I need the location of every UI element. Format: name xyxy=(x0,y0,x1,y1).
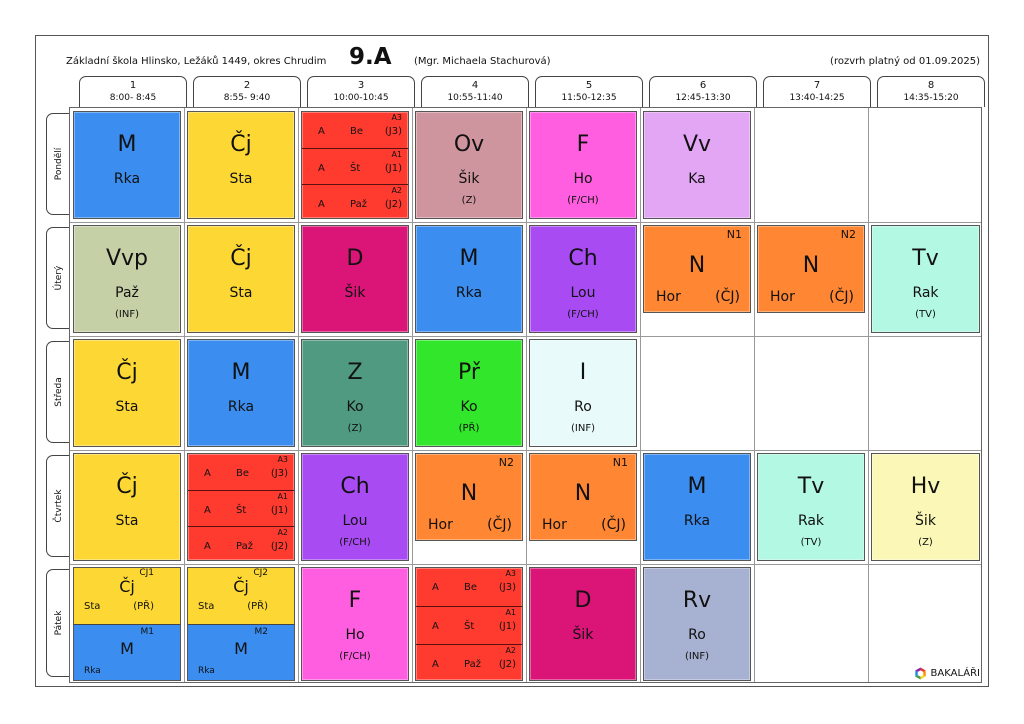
lesson-subject: Vv xyxy=(682,132,712,157)
lesson-subject: M xyxy=(234,639,248,658)
period-time: 10:00-10:45 xyxy=(333,93,389,103)
lesson-room: (PŘ) xyxy=(458,423,480,434)
lesson-room: (INF) xyxy=(571,423,595,434)
lesson-subject: M xyxy=(687,474,707,499)
lesson-group: M2 xyxy=(254,627,268,637)
lesson-cell[interactable] xyxy=(301,567,409,681)
lesson-teacher: A xyxy=(204,505,211,516)
lesson-group: A1 xyxy=(505,608,516,617)
lesson-teacher: Rka xyxy=(683,513,711,529)
lesson-teacher: Rka xyxy=(84,666,101,676)
lesson-subject: Be xyxy=(350,126,364,137)
day-name: Úterý xyxy=(53,265,64,291)
lesson-subject: Paž xyxy=(350,199,367,210)
period-time: 11:50-12:35 xyxy=(561,93,617,103)
lesson-group: A2 xyxy=(277,528,288,537)
lesson-subject: Čj xyxy=(230,246,252,271)
lesson-subject: Št xyxy=(350,163,361,174)
grid-vertical-line xyxy=(298,108,299,682)
lesson-room: (J1) xyxy=(498,621,516,632)
grid-horizontal-line xyxy=(70,222,981,223)
lesson-cell[interactable] xyxy=(871,453,980,561)
lesson-subject: N xyxy=(574,481,592,506)
lesson-teacher: Sta xyxy=(115,399,139,415)
lesson-teacher: Ro xyxy=(688,627,706,643)
lesson-teacher: Šik xyxy=(572,627,594,643)
lesson-room: (TV) xyxy=(800,537,822,548)
group-lesson-row[interactable] xyxy=(302,112,408,148)
period-time: 13:40-14:25 xyxy=(789,93,845,103)
lesson-subject: Čj xyxy=(116,360,138,385)
period-header-3 xyxy=(307,76,415,107)
lesson-room: (ČJ) xyxy=(601,517,626,533)
lesson-cell[interactable] xyxy=(643,225,751,313)
lesson-teacher: Hor xyxy=(770,289,795,305)
period-time: 12:45-13:30 xyxy=(675,93,731,103)
period-time: 8:00- 8:45 xyxy=(109,93,157,103)
lesson-cell[interactable] xyxy=(73,567,181,681)
grid-horizontal-line xyxy=(70,450,981,451)
grid-horizontal-line xyxy=(70,336,981,337)
period-header-1 xyxy=(79,76,187,107)
grid-vertical-line xyxy=(184,108,185,682)
grid-horizontal-line xyxy=(70,564,981,565)
lesson-teacher: Lou xyxy=(342,513,368,529)
lesson-teacher: Lou xyxy=(570,285,596,301)
lesson-group: N2 xyxy=(498,456,514,469)
lesson-cell[interactable] xyxy=(187,567,295,681)
lesson-cell[interactable] xyxy=(73,111,181,219)
lesson-room: (J2) xyxy=(498,659,516,670)
period-number: 3 xyxy=(357,80,365,91)
lesson-cell[interactable] xyxy=(529,225,637,333)
lesson-teacher: A xyxy=(204,468,211,479)
lesson-cell[interactable] xyxy=(301,111,409,219)
half-lesson[interactable] xyxy=(74,625,180,681)
day-label-3 xyxy=(46,341,70,443)
lesson-subject: I xyxy=(579,360,587,385)
lesson-group: ČJ1 xyxy=(139,568,154,578)
lesson-cell[interactable] xyxy=(301,339,409,447)
lesson-subject: Rv xyxy=(682,588,712,613)
lesson-teacher: Rka xyxy=(113,171,141,187)
lesson-teacher: Ho xyxy=(573,171,593,187)
day-name: Středa xyxy=(53,377,64,407)
grid-vertical-line xyxy=(754,108,755,682)
lesson-cell[interactable] xyxy=(415,111,523,219)
lesson-group: N1 xyxy=(726,228,742,241)
grid-vertical-line xyxy=(640,108,641,682)
lesson-group: A1 xyxy=(277,492,288,501)
lesson-cell[interactable] xyxy=(187,453,295,561)
lesson-teacher: Hor xyxy=(428,517,453,533)
day-name: Čtvrtek xyxy=(53,489,64,523)
lesson-teacher: A xyxy=(432,621,439,632)
lesson-cell[interactable] xyxy=(871,225,980,333)
lesson-group: A3 xyxy=(277,455,288,464)
lesson-group: A2 xyxy=(391,186,402,195)
lesson-teacher: Paž xyxy=(115,285,139,301)
lesson-subject: Št xyxy=(236,505,247,516)
lesson-cell[interactable] xyxy=(529,339,637,447)
lesson-room: (J2) xyxy=(384,199,402,210)
group-lesson-row[interactable] xyxy=(416,568,522,606)
lesson-cell[interactable] xyxy=(415,453,523,541)
day-label-2 xyxy=(46,227,70,329)
lesson-room: (F/CH) xyxy=(567,309,599,320)
lesson-room: (Z) xyxy=(461,195,477,206)
lesson-subject: Ch xyxy=(340,474,370,499)
period-number: 6 xyxy=(699,80,707,91)
lesson-teacher: A xyxy=(204,541,211,552)
lesson-teacher: A xyxy=(318,163,325,174)
lesson-room: (J3) xyxy=(384,126,402,137)
lesson-subject: N xyxy=(802,253,820,278)
group-lesson-row[interactable] xyxy=(416,644,522,681)
lesson-group: A3 xyxy=(391,113,402,122)
lesson-subject: M xyxy=(459,246,479,271)
lesson-teacher: Hor xyxy=(656,289,681,305)
lesson-room: (PŘ) xyxy=(133,601,154,612)
half-lesson[interactable] xyxy=(188,568,294,625)
day-name: Pátek xyxy=(53,610,64,636)
timetable-sheet xyxy=(35,35,989,687)
lesson-room: (J2) xyxy=(270,541,288,552)
lesson-subject: Be xyxy=(464,582,478,593)
validity-note: (rozvrh platný od 01.09.2025) xyxy=(830,56,980,67)
lesson-teacher: Ho xyxy=(345,627,365,643)
lesson-subject: Tv xyxy=(912,246,939,271)
period-number: 1 xyxy=(129,80,137,91)
period-header-2 xyxy=(193,76,301,107)
lesson-subject: Vvp xyxy=(105,246,149,271)
lesson-subject: F xyxy=(348,588,362,613)
lesson-teacher: Šik xyxy=(915,513,936,529)
period-number: 5 xyxy=(585,80,593,91)
lesson-room: (ČJ) xyxy=(487,517,512,533)
period-header-8 xyxy=(877,76,985,107)
period-number: 4 xyxy=(471,80,479,91)
lesson-room: (TV) xyxy=(915,309,936,320)
lesson-teacher: A xyxy=(318,126,325,137)
lesson-teacher: Sta xyxy=(229,285,253,301)
lesson-cell[interactable] xyxy=(301,453,409,561)
lesson-teacher: A xyxy=(432,582,439,593)
lesson-group: A2 xyxy=(505,646,516,655)
lesson-teacher: Rak xyxy=(797,513,825,529)
lesson-room: (F/CH) xyxy=(339,651,371,662)
group-lesson-row[interactable] xyxy=(188,454,294,490)
lesson-room: (INF) xyxy=(115,309,139,320)
group-lesson-row[interactable] xyxy=(302,184,408,219)
lesson-group: M1 xyxy=(140,627,154,637)
day-label-4 xyxy=(46,455,70,557)
lesson-subject: Ov xyxy=(453,132,485,157)
lesson-subject: Št xyxy=(464,621,475,632)
lesson-group: A1 xyxy=(391,150,402,159)
lesson-cell[interactable] xyxy=(529,111,637,219)
lesson-group: N1 xyxy=(612,456,628,469)
lesson-subject: Hv xyxy=(910,474,941,499)
lesson-subject: M xyxy=(231,360,251,385)
timetable-grid xyxy=(69,107,982,683)
bakalari-logo-text: BAKALÁŘI xyxy=(930,668,980,679)
lesson-cell[interactable] xyxy=(73,339,181,447)
lesson-subject: Ch xyxy=(568,246,598,271)
lesson-teacher: Ro xyxy=(574,399,592,415)
lesson-cell[interactable] xyxy=(529,453,637,541)
lesson-room: (J3) xyxy=(270,468,288,479)
lesson-subject: N xyxy=(688,253,706,278)
half-lesson[interactable] xyxy=(188,625,294,681)
school-name: Základní škola Hlinsko, Ležáků 1449, okres Chrudim xyxy=(66,56,327,67)
lesson-teacher: Rka xyxy=(455,285,483,301)
lesson-room: (PŘ) xyxy=(247,601,268,612)
grid-vertical-line xyxy=(526,108,527,682)
lesson-subject: D xyxy=(574,588,592,613)
lesson-subject: N xyxy=(460,481,478,506)
lesson-teacher: Ko xyxy=(460,399,478,415)
lesson-room: (J1) xyxy=(270,505,288,516)
lesson-subject: Paž xyxy=(236,541,253,552)
bakalari-logo xyxy=(914,667,980,680)
lesson-room: (Z) xyxy=(347,423,363,434)
lesson-teacher: Rka xyxy=(227,399,255,415)
lesson-teacher: A xyxy=(432,659,439,670)
lesson-teacher: Sta xyxy=(198,601,215,612)
lesson-subject: Čj xyxy=(119,577,135,596)
lesson-group: N2 xyxy=(840,228,856,241)
lesson-teacher: Ko xyxy=(346,399,364,415)
grid-vertical-line xyxy=(868,108,869,682)
lesson-cell[interactable] xyxy=(757,225,865,313)
lesson-teacher: Sta xyxy=(115,513,139,529)
lesson-teacher: Sta xyxy=(229,171,253,187)
lesson-room: (ČJ) xyxy=(829,289,854,305)
lesson-cell[interactable] xyxy=(415,567,523,681)
lesson-teacher: Rak xyxy=(912,285,939,301)
lesson-room: (ČJ) xyxy=(715,289,740,305)
period-time: 10:55-11:40 xyxy=(447,93,503,103)
lesson-teacher: Šik xyxy=(458,171,480,187)
group-lesson-row[interactable] xyxy=(188,490,294,526)
lesson-room: (INF) xyxy=(685,651,709,662)
lesson-cell[interactable] xyxy=(73,453,181,561)
lesson-subject: Be xyxy=(236,468,250,479)
lesson-group: ČJ2 xyxy=(253,568,268,578)
lesson-cell[interactable] xyxy=(73,225,181,333)
period-header-4 xyxy=(421,76,529,107)
lesson-subject: Paž xyxy=(464,659,481,670)
lesson-subject: Z xyxy=(347,360,363,385)
lesson-teacher: Sta xyxy=(84,601,101,612)
lesson-room: (F/CH) xyxy=(339,537,371,548)
lesson-teacher: Šik xyxy=(344,285,366,301)
period-time: 8:55- 9:40 xyxy=(223,93,271,103)
lesson-teacher: Hor xyxy=(542,517,567,533)
grid-vertical-line xyxy=(412,108,413,682)
lesson-subject: M xyxy=(117,132,137,157)
lesson-cell[interactable] xyxy=(643,453,751,561)
period-time: 14:35-15:20 xyxy=(903,93,959,103)
lesson-subject: M xyxy=(120,639,134,658)
lesson-cell[interactable] xyxy=(643,111,751,219)
lesson-subject: Čj xyxy=(233,577,249,596)
group-lesson-row[interactable] xyxy=(302,148,408,184)
lesson-teacher: Rka xyxy=(198,666,215,676)
lesson-room: (F/CH) xyxy=(567,195,599,206)
class-name: 9.A xyxy=(349,44,392,70)
half-lesson[interactable] xyxy=(74,568,180,625)
lesson-cell[interactable] xyxy=(187,225,295,333)
period-header-7 xyxy=(763,76,871,107)
lesson-cell[interactable] xyxy=(415,225,523,333)
lesson-subject: F xyxy=(576,132,590,157)
lesson-subject: Př xyxy=(458,360,480,385)
period-header-6 xyxy=(649,76,757,107)
lesson-cell[interactable] xyxy=(529,567,637,681)
day-label-5 xyxy=(46,569,70,677)
lesson-subject: D xyxy=(346,246,364,271)
lesson-group: A3 xyxy=(505,569,516,578)
lesson-cell[interactable] xyxy=(187,339,295,447)
group-lesson-row[interactable] xyxy=(416,606,522,644)
day-name: Pondělí xyxy=(53,147,64,181)
lesson-cell[interactable] xyxy=(301,225,409,333)
class-teacher: (Mgr. Michaela Stachurová) xyxy=(414,56,551,67)
period-number: 7 xyxy=(813,80,821,91)
day-label-1 xyxy=(46,113,70,215)
lesson-teacher: Ka xyxy=(688,171,706,187)
lesson-cell[interactable] xyxy=(643,567,751,681)
lesson-cell[interactable] xyxy=(187,111,295,219)
group-lesson-row[interactable] xyxy=(188,526,294,561)
period-number: 8 xyxy=(927,80,935,91)
lesson-subject: Čj xyxy=(230,132,252,157)
lesson-room: (J1) xyxy=(384,163,402,174)
lesson-room: (J3) xyxy=(498,582,516,593)
lesson-cell[interactable] xyxy=(757,453,865,561)
lesson-subject: Tv xyxy=(797,474,825,499)
bakalari-logo-icon xyxy=(914,667,927,680)
lesson-subject: Čj xyxy=(116,474,138,499)
lesson-room: (Z) xyxy=(918,537,933,548)
period-header-5 xyxy=(535,76,643,107)
lesson-cell[interactable] xyxy=(415,339,523,447)
lesson-teacher: A xyxy=(318,199,325,210)
period-number: 2 xyxy=(243,80,251,91)
